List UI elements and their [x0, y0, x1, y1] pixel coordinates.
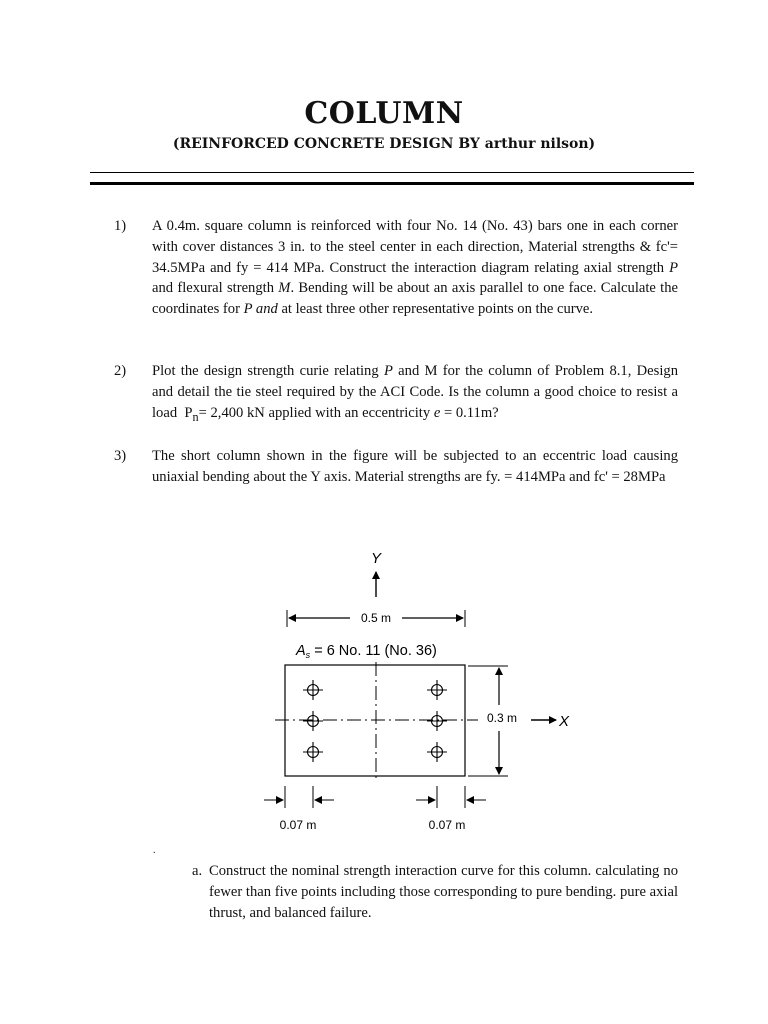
rebars: [303, 680, 447, 762]
rebar: [427, 680, 447, 700]
height-dim-label: 0.3 m: [487, 711, 518, 725]
steel-area-label: $A_s = 6$ No. 11 (No. 36): [296, 643, 437, 660]
document-title: COLUMN: [304, 96, 464, 131]
rebar: [303, 742, 323, 762]
stray-mark: .: [153, 845, 156, 856]
problem-number: 2): [114, 363, 127, 379]
rebar: [303, 711, 323, 731]
cover-dim-left: [264, 786, 334, 808]
rebar: [427, 742, 447, 762]
problem-number: 1): [114, 218, 127, 234]
problem-number: 3): [114, 448, 127, 464]
x-axis-label: X: [559, 713, 570, 730]
cover-left-label: 0.07 m: [279, 818, 317, 832]
rebar: [303, 680, 323, 700]
y-axis-label: Y: [370, 550, 382, 567]
subpart-a: [192, 861, 678, 923]
problem-text: The short column shown in the figure will be subjected to an eccentric load causing uniaxial bending about the Y axis. Material strengths are fy. = 414MPa and fc' = 28MPa: [152, 448, 678, 485]
subpart-text: Construct the nominal strength interaction curve for this column. calculating no fewer than five points including those corresponding to pure bending. pure axial thrust, and balanced failure.: [209, 863, 678, 921]
cover-dim-right: [416, 786, 486, 808]
problem-text: A 0.4m. square column is reinforced with four No. 14 (No. 43) bars one in each corner with cover distances 3 in. to the steel center in each direction, Material strengths & fc'= 34.5MPa and fy = 414 MPa. Construct the interaction diagram relating axial strength P and flexural strength M. Bending will be about an axis parallel to one face. Calculate the coordinates for P and at least three other representative points on the curve.: [152, 218, 678, 318]
width-dim-label: 0.5 m: [360, 611, 392, 625]
cover-right-label: 0.07 m: [428, 818, 466, 832]
document-subtitle: (REINFORCED CONCRETE DESIGN BY arthur nilson): [172, 136, 596, 152]
subpart-letter: a.: [192, 863, 203, 879]
problem-text: Plot the design strength curie relating P and M for the column of Problem 8.1, Design and detail the tie steel required by the ACI Code. Is the column a good choice to resist a load $P_n= 2,400$ kN applied with an eccentricity e = 0.11m?: [152, 363, 678, 424]
rebar: [427, 711, 447, 731]
